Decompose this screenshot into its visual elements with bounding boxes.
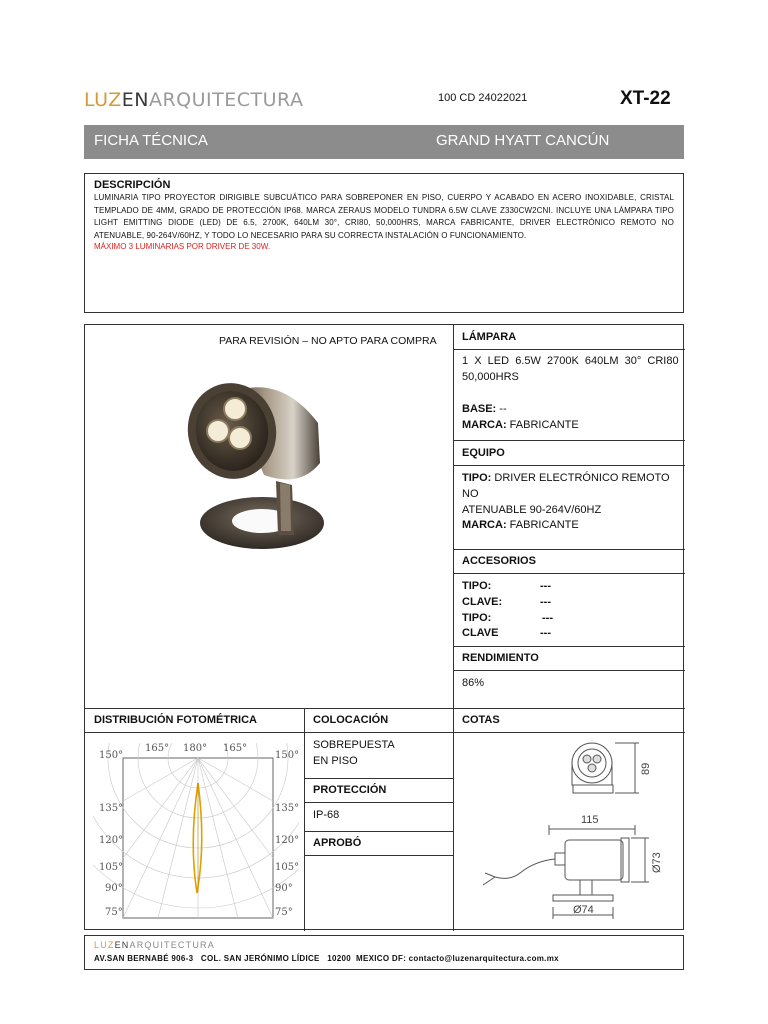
equipo-heading: EQUIPO — [462, 447, 505, 459]
dim-diameter: Ø73 — [651, 852, 663, 873]
accesorios-heading: ACCESORIOS — [462, 555, 536, 567]
lampara-heading: LÁMPARA — [462, 331, 517, 343]
equipo-tipo — [462, 470, 676, 518]
footer-logo — [94, 940, 215, 950]
led-1 — [224, 398, 246, 420]
lampara-base — [462, 401, 507, 417]
angle-label-left: 135° — [99, 803, 124, 814]
equipo-tipo-value: DRIVER ELECTRÓNICO REMOTO NO — [462, 472, 670, 500]
footer-logo-arquitectura: ARQUITECTURA — [129, 940, 215, 950]
aprobo-heading: APROBÓ — [313, 837, 362, 849]
lampara-base-value: -- — [496, 403, 507, 415]
product-photo — [180, 363, 340, 563]
lampara-marca-label: MARCA: — [462, 419, 507, 431]
led-2 — [207, 420, 229, 442]
angle-label-right: 105° — [275, 862, 299, 873]
lampara-spec-line1: 1 X LED 6.5W 2700K 640LM 30° CRI80 — [462, 355, 679, 367]
equipo-marca-label: MARCA: — [462, 519, 507, 531]
logo-part-en: EN — [121, 89, 149, 111]
accesorio-value: --- — [540, 596, 551, 608]
lampara-spec-line2: 50,000HRS — [462, 371, 519, 383]
description-box — [84, 173, 684, 313]
spec-table — [84, 324, 684, 930]
angle-label-top: 165° — [223, 743, 248, 754]
equipo-marca-value: FABRICANTE — [506, 519, 579, 531]
footer-address: AV.SAN BERNABÉ 906-3 COL. SAN JERÓNIMO LÍDICE 10200 MEXICO DF: contacto@luzenarquitectura.com.mx — [94, 954, 559, 963]
logo-part-luz: LUZ — [84, 89, 122, 111]
lampara-marca — [462, 417, 579, 433]
accesorio-label: CLAVE — [462, 627, 499, 639]
dim-height: 89 — [640, 762, 652, 775]
angle-label-top: 180° — [183, 743, 208, 754]
accesorio-value: --- — [542, 612, 553, 624]
cable — [485, 859, 555, 878]
side-view-body — [565, 840, 623, 880]
accesorio-label: TIPO: — [462, 612, 492, 624]
dimension-drawing — [465, 735, 681, 925]
title-bar — [84, 125, 684, 159]
proteccion-heading: PROTECCIÓN — [313, 784, 387, 796]
colocacion-line2: EN PISO — [313, 755, 358, 767]
angle-label-top: 150° — [275, 750, 299, 761]
lampara-spec — [462, 353, 679, 385]
distribucion-heading: DISTRIBUCIÓN FOTOMÉTRICA — [94, 714, 257, 726]
description-heading: DESCRIPCIÓN — [94, 179, 171, 191]
angle-label-right: 75° — [275, 907, 293, 918]
rendimiento-value: 86% — [462, 677, 485, 689]
review-notice: PARA REVISIÓN – NO APTO PARA COMPRA — [219, 335, 437, 347]
equipo-marca — [462, 517, 579, 533]
lampara-marca-value: FABRICANTE — [506, 419, 579, 431]
front-view-base — [573, 785, 613, 793]
equipo-tipo-label: TIPO: — [462, 472, 492, 484]
angle-label-top: 165° — [145, 743, 170, 754]
angle-label-right: 135° — [275, 803, 299, 814]
accesorio-label: CLAVE: — [462, 596, 503, 608]
lampara-base-label: BASE: — [462, 403, 497, 415]
side-view-base — [553, 895, 613, 901]
company-logo — [84, 89, 303, 111]
colocacion-heading: COLOCACIÓN — [313, 714, 389, 726]
proteccion-value: IP-68 — [313, 809, 340, 821]
angle-label-left: 120° — [99, 835, 124, 846]
logo-part-arquitectura: ARQUITECTURA — [148, 89, 304, 111]
description-text: LUMINARIA TIPO PROYECTOR DIRIGIBLE SUBCUÁTICO PARA SOBREPONER EN PISO, CUERPO Y ACABADO EN ACERO INOXIDABLE, CRISTAL TEMPLADO DE 4MM, GRADO DE PROTECCIÓN IP68. MARCA ZERAUS MODELO TUNDRA 6.5W CLAVE Z330CW2CNI. INCLUYE UNA LÁMPARA TIPO LIGHT EMITTING DIODE (LED) DE 6.5, 2700K, 640LM 30°, CRI80, 50,000HRS, MARCA FABRICANTE, DRIVER ELECTRÓNICO REMOTO NO ATENUABLE, 90-264V/60HZ, Y TODO LO NECESARIO PARA SU CORRECTA INSTALACIÓN O FUNCIONAMIENTO. — [94, 193, 674, 240]
angle-label-top: 150° — [99, 750, 124, 761]
colocacion-line1: SOBREPUESTA — [313, 739, 395, 751]
accesorio-label: TIPO: — [462, 580, 492, 592]
colocacion-value — [313, 737, 395, 769]
angle-label-left: 75° — [105, 907, 123, 918]
angle-label-right: 90° — [275, 883, 293, 894]
footer-logo-en: EN — [114, 940, 130, 950]
led-3 — [229, 427, 251, 449]
dim-length: 115 — [581, 814, 599, 826]
document-id: XT-22 — [620, 88, 671, 109]
footer-logo-luz: LUZ — [94, 940, 115, 950]
cotas-heading: COTAS — [462, 714, 500, 726]
photometric-diagram — [93, 743, 299, 923]
document-code: 100 CD 24022021 — [438, 92, 528, 104]
project-name: GRAND HYATT CANCÚN — [436, 132, 610, 149]
accesorio-value: --- — [540, 580, 551, 592]
angle-label-left: 105° — [99, 862, 124, 873]
accesorio-value: --- — [540, 627, 551, 639]
footer — [84, 935, 684, 970]
description-warning: MÁXIMO 3 LUMINARIAS POR DRIVER DE 30W. — [94, 242, 271, 251]
angle-label-right: 120° — [275, 835, 299, 846]
sheet-title: FICHA TÉCNICA — [94, 132, 208, 149]
dim-base: Ø74 — [573, 904, 594, 916]
equipo-tipo-value2: ATENUABLE 90-264V/60HZ — [462, 504, 602, 516]
rendimiento-heading: RENDIMIENTO — [462, 652, 539, 664]
angle-label-left: 90° — [105, 883, 123, 894]
